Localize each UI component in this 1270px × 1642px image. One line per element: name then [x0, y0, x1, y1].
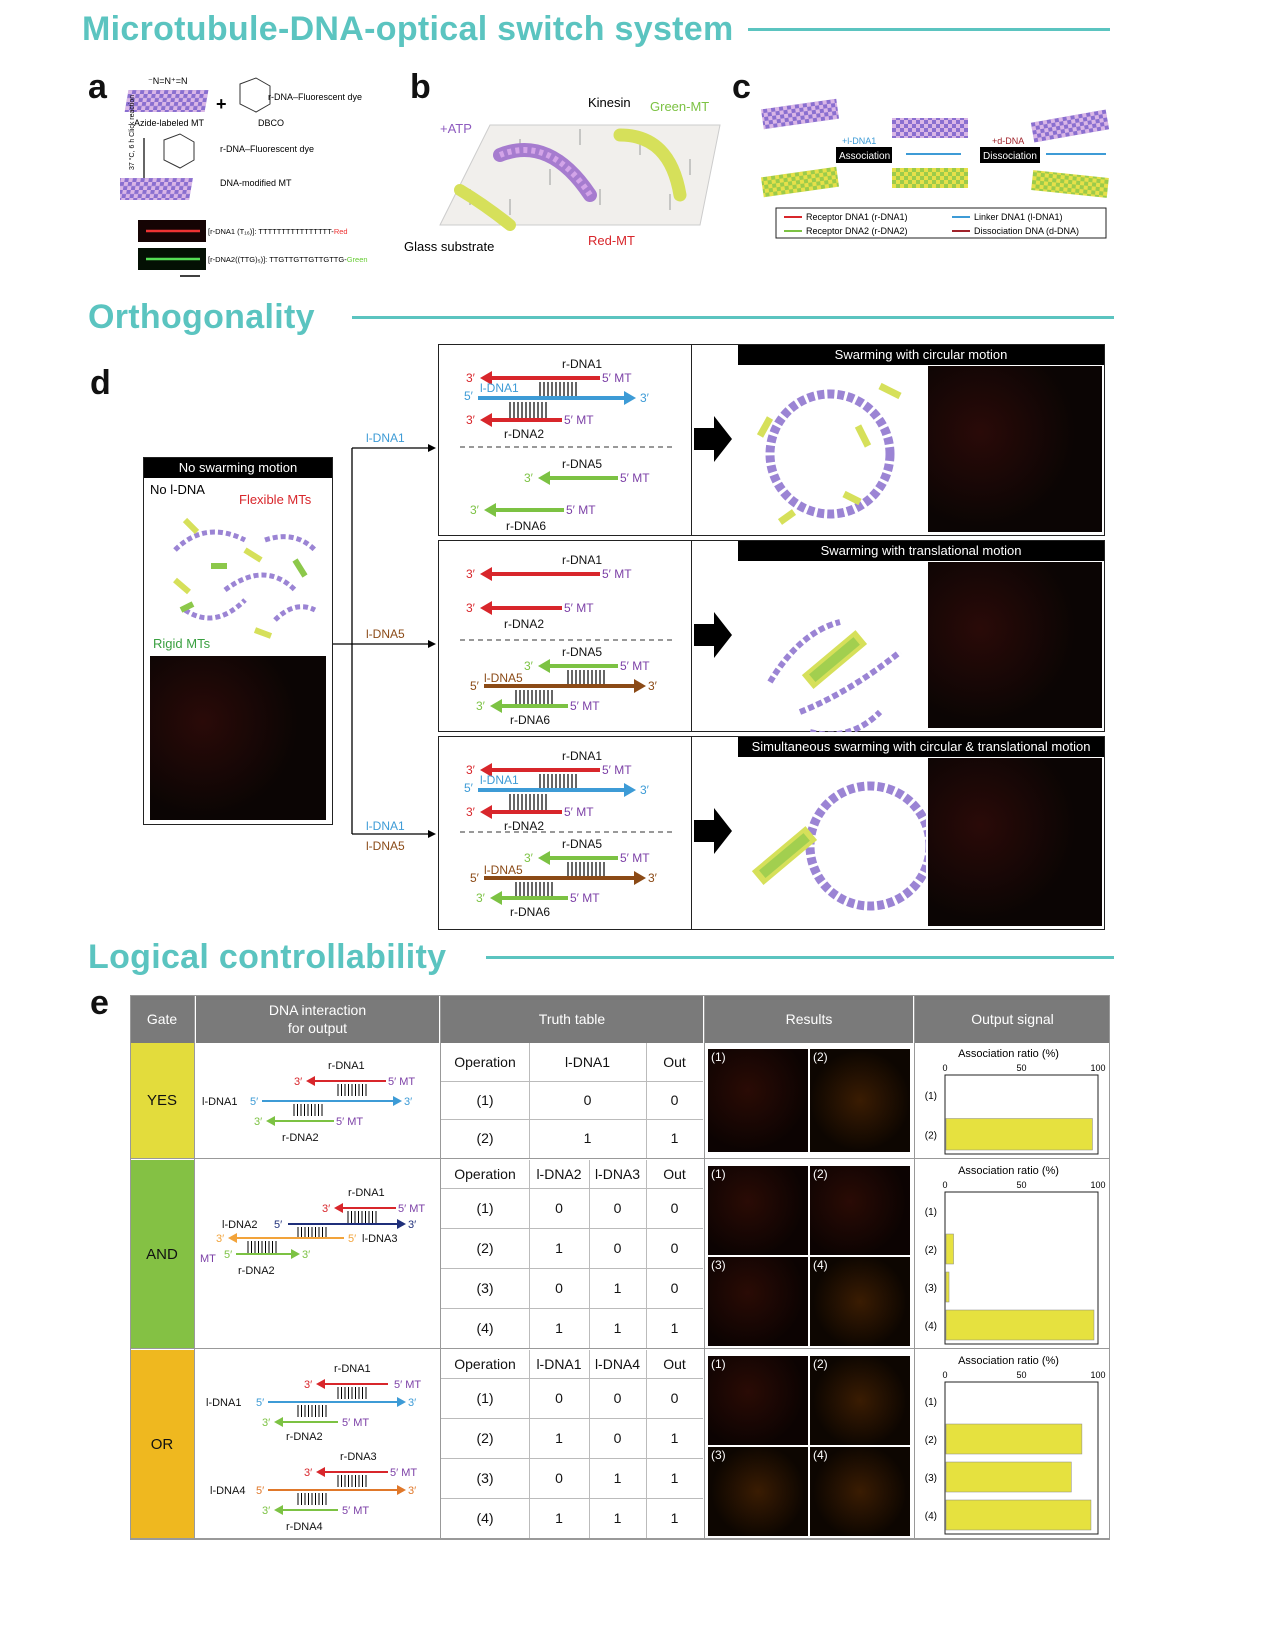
seq2-label: [r-DNA2((TTG)₅)]: TTGTTGTTGTTGTTG- [208, 255, 347, 264]
dna-label: 5′ [348, 1233, 357, 1245]
gate-cell: YES [130, 1043, 194, 1158]
chart-tick: 0 [942, 1370, 948, 1380]
section-rule [352, 316, 1114, 319]
dna-label: r-DNA2 [504, 617, 545, 631]
chart-category: (3) [924, 1473, 937, 1484]
legend-item: Receptor DNA2 (r-DNA2) [806, 226, 908, 236]
association-label: Association [839, 151, 891, 162]
section-title-logic: Logical controllability [88, 938, 447, 976]
truth-cell: 1 [555, 1320, 563, 1336]
rigid-mts-label: Rigid MTs [153, 636, 211, 651]
truth-cell: 0 [670, 1092, 679, 1108]
chart-tick: 50 [1016, 1180, 1027, 1190]
dna-label: r-DNA6 [510, 905, 551, 919]
header-interaction: DNA interaction for output [196, 995, 439, 1043]
dna-label: 5′ MT [388, 1076, 416, 1088]
dna-label: 5′ MT [564, 601, 594, 615]
truth-cell: (1) [476, 1200, 494, 1216]
azide-mt-shape [125, 90, 209, 112]
green-mt-shape [1031, 170, 1109, 198]
truth-cell: 1 [613, 1280, 622, 1296]
header-output: Output signal [915, 995, 1110, 1043]
svg-text:[r-DNA2((TTG)₅)]: TTGTTGTTGTTG [208, 255, 368, 264]
truth-cell: 0 [670, 1200, 679, 1216]
panel-a-chemistry [120, 70, 380, 280]
chart-tick: 50 [1016, 1063, 1027, 1073]
truth-cell: 0 [555, 1280, 563, 1296]
dna-label: 5′ MT [390, 1467, 418, 1479]
dna-label: 5′ [464, 781, 473, 795]
section-rule [486, 956, 1114, 959]
dna-label: l-DNA1 [206, 1397, 242, 1409]
dna-label: 3′ [640, 391, 649, 405]
row-title: Simultaneous swarming with circular & translational motion [738, 737, 1104, 757]
dna-label: 5′ MT [620, 659, 650, 673]
chart-category: (1) [924, 1207, 937, 1218]
no-swarm-title: No swarming motion [144, 458, 332, 478]
micrograph-label: (1) [711, 1357, 726, 1371]
azide-label: ⁻N=N⁺=N [148, 76, 188, 86]
panel-d-arrows [330, 430, 440, 850]
truth-cell: 1 [555, 1510, 563, 1526]
arrow-label: l-DNA1 [366, 431, 405, 445]
header-gate: Gate [130, 995, 194, 1043]
panel-label-b: b [410, 68, 431, 106]
dna-label: 3′ [404, 1096, 413, 1108]
truth-cell: (1) [476, 1390, 494, 1406]
truth-cell: 1 [670, 1320, 679, 1336]
dna-label: 5′ MT [564, 805, 594, 819]
chart-category: (4) [924, 1511, 937, 1522]
truth-cell: (2) [476, 1430, 494, 1446]
micrograph-label: (2) [813, 1050, 828, 1064]
dna-label: 3′ [640, 783, 649, 797]
truth-cell: (3) [476, 1280, 494, 1296]
dna-label: 5′ [274, 1219, 283, 1231]
dna-label: r-DNA2 [286, 1431, 323, 1443]
dbco-label: DBCO [258, 118, 285, 128]
chart-category: (2) [924, 1245, 937, 1256]
section-title-system: Microtubule-DNA-optical switch system [82, 10, 734, 48]
truth-cell: 1 [555, 1240, 563, 1256]
panel-label-e: e [90, 984, 109, 1022]
dna-label: r-DNA1 [562, 357, 603, 371]
dna-label: 3′ [466, 601, 475, 615]
dna-label: r-DNA6 [510, 713, 551, 727]
truth-col-header: Out [663, 1166, 686, 1182]
dna-label: l-DNA1 [202, 1096, 238, 1108]
chart-title: Association ratio (%) [958, 1355, 1059, 1367]
atp-label: +ATP [440, 121, 472, 136]
dna-label: 3′ [648, 679, 657, 693]
plus-l-dna1-label: +l-DNA1 [842, 136, 877, 146]
dna-label: 5′ MT [602, 567, 632, 581]
dna-label: 3′ [254, 1116, 263, 1128]
dna-label: 5′ MT [570, 891, 600, 905]
dna-label: l-DNA2 [222, 1219, 258, 1231]
plus-d-dna-label: +d-DNA [992, 136, 1025, 146]
truth-cell: 0 [613, 1200, 622, 1216]
truth-col-header: l-DNA1 [536, 1356, 582, 1372]
dna-label: l-DNA1 [480, 381, 519, 395]
micrograph-label: (2) [813, 1357, 828, 1371]
truth-col-header: Operation [454, 1166, 516, 1182]
panel-label-a: a [88, 68, 107, 106]
truth-col-header: l-DNA1 [564, 1054, 611, 1070]
chart-category: (4) [924, 1321, 937, 1332]
arrow-label: l-DNA1 [366, 819, 405, 833]
row-title: Swarming with circular motion [738, 345, 1104, 365]
dna-mt-label: DNA-modified MT [220, 178, 292, 188]
red-mt-label: Red-MT [588, 233, 635, 248]
arrow-label: l-DNA5 [366, 839, 405, 850]
seq1-label: [r-DNA1 (T₁₆)]: TTTTTTTTTTTTTTTT- [208, 227, 334, 236]
swarm-micrograph [928, 758, 1102, 926]
chart-category: (2) [924, 1435, 937, 1446]
dna-label: 5′ MT [336, 1116, 364, 1128]
red-mt-shape [1031, 110, 1109, 143]
chart-title: Association ratio (%) [958, 1048, 1059, 1060]
truth-col-header: Out [663, 1054, 686, 1070]
dna-label: 5′ MT [564, 413, 594, 427]
truth-cell: 1 [613, 1510, 622, 1526]
truth-col-header: Operation [454, 1356, 516, 1372]
truth-cell: 1 [670, 1130, 679, 1146]
dna-label: r-DNA4 [286, 1521, 323, 1533]
micrograph-label: (2) [813, 1167, 828, 1181]
dna-label: 5′ MT [602, 371, 632, 385]
truth-cell: 0 [613, 1430, 622, 1446]
green-mt-shape [892, 168, 968, 188]
truth-cell: (3) [476, 1470, 494, 1486]
legend-item: Linker DNA1 (l-DNA1) [974, 212, 1063, 222]
truth-cell: 1 [583, 1130, 592, 1146]
dna-config-diagram [440, 740, 690, 926]
truth-cell: 0 [555, 1470, 563, 1486]
dna-label: 5′ [250, 1096, 259, 1108]
dbco-ring-shape [240, 78, 270, 112]
truth-col-header: l-DNA4 [594, 1356, 641, 1372]
dna-label: 3′ [524, 851, 533, 865]
dna-label: l-DNA1 [480, 773, 519, 787]
dna-label: l-DNA5 [484, 671, 523, 685]
truth-cell: 1 [670, 1510, 679, 1526]
dna-label: 3′ [216, 1233, 225, 1245]
swarm-schematic [740, 562, 926, 732]
panel-c-switch [756, 92, 1116, 242]
azide-mt-label: Azide-labeled MT [134, 118, 205, 128]
dna-label: r-DNA1 [562, 749, 603, 763]
truth-col-header: Operation [454, 1054, 516, 1070]
micrograph-label: (1) [711, 1167, 726, 1181]
click-label: 37 °C, 6 h Click reaction [129, 94, 136, 170]
dna-label: MT [200, 1253, 216, 1265]
dna-label: r-DNA2 [238, 1265, 275, 1277]
red-mt-shape [892, 118, 968, 138]
dna-label: r-DNA2 [504, 819, 545, 833]
dna-label: 3′ [466, 763, 475, 777]
truth-cell: 1 [555, 1430, 563, 1446]
truth-cell: 0 [670, 1390, 679, 1406]
legend-item: Receptor DNA1 (r-DNA1) [806, 212, 908, 222]
seq2-color: Green [346, 255, 368, 264]
result-arrow-icon [694, 612, 734, 658]
dna-label: 5′ MT [620, 471, 650, 485]
dna-label: 5′ [256, 1485, 265, 1497]
dna-label: 5′ MT [398, 1203, 426, 1215]
chart-category: (1) [924, 1397, 937, 1408]
dna-label: 3′ [262, 1505, 271, 1517]
dna-label: 3′ [466, 567, 475, 581]
chart-tick: 100 [1090, 1370, 1106, 1380]
truth-cell: 0 [670, 1240, 679, 1256]
dna-label: 5′ [470, 679, 479, 693]
truth-cell: 1 [613, 1320, 622, 1336]
chart-category: (1) [924, 1090, 937, 1102]
dna-label: 5′ MT [566, 503, 596, 517]
dna-label: 5′ [470, 871, 479, 885]
green-mt-shape [761, 167, 839, 197]
no-l-dna-label: No l-DNA [150, 482, 205, 497]
dna-label: 3′ [294, 1076, 303, 1088]
panel-label-c: c [732, 68, 751, 106]
green-mt-label: Green-MT [650, 99, 710, 114]
row-title: Swarming with translational motion [738, 541, 1104, 561]
dna-label: 3′ [408, 1485, 417, 1497]
chart-tick: 0 [942, 1063, 948, 1073]
truth-cell: 0 [613, 1240, 622, 1256]
table-frame [130, 995, 1110, 1540]
dna-label: 3′ [304, 1379, 313, 1391]
dna-dye-label: r-DNA–Fluorescent dye [268, 92, 363, 102]
no-swarm-schematic [145, 480, 331, 655]
dna-label: r-DNA6 [506, 519, 547, 533]
triazole-shape [164, 134, 194, 168]
swarm-schematic [740, 366, 926, 536]
dna-dye-label-2: r-DNA–Fluorescent dye [220, 144, 315, 154]
dna-label: r-DNA5 [562, 645, 603, 659]
dna-label: 5′ [464, 389, 473, 403]
truth-col-header: Out [663, 1356, 686, 1372]
truth-cell: 0 [583, 1092, 592, 1108]
panel-b-gliding-assay [400, 85, 730, 265]
dna-label: 3′ [466, 413, 475, 427]
dna-label: 3′ [476, 891, 485, 905]
dna-label: 5′ MT [394, 1379, 422, 1391]
dna-label: l-DNA3 [362, 1233, 398, 1245]
dna-label: 3′ [524, 659, 533, 673]
dna-label: r-DNA5 [562, 457, 603, 471]
chart-tick: 100 [1090, 1063, 1106, 1073]
dna-label: 5′ [256, 1397, 265, 1409]
dna-config-diagram [440, 544, 690, 730]
dna-label: 5′ MT [342, 1417, 370, 1429]
dna-label: 3′ [476, 699, 485, 713]
dna-label: l-DNA5 [484, 863, 523, 877]
kinesin-label: Kinesin [588, 95, 631, 110]
dna-label: 3′ [466, 805, 475, 819]
dna-label: 3′ [322, 1203, 331, 1215]
dissociation-label: Dissociation [983, 151, 1037, 162]
truth-cell: 1 [670, 1430, 679, 1446]
gate-cell: OR [130, 1350, 194, 1538]
chart-tick: 0 [942, 1180, 948, 1190]
panel-label-d: d [90, 364, 111, 402]
dna-label: 3′ [302, 1249, 311, 1261]
header-results: Results [705, 995, 913, 1043]
dna-config-diagram [440, 348, 690, 534]
truth-cell: 0 [555, 1390, 563, 1406]
truth-cell: (1) [476, 1092, 494, 1108]
truth-cell: (4) [476, 1510, 494, 1526]
micrograph-label: (4) [813, 1448, 828, 1462]
micrograph-label: (1) [711, 1050, 726, 1064]
header-truth: Truth table [441, 995, 703, 1043]
chart-title: Association ratio (%) [958, 1165, 1059, 1177]
dna-label: 5′ MT [570, 699, 600, 713]
truth-cell: 0 [670, 1280, 679, 1296]
dna-label: 3′ [466, 371, 475, 385]
dna-label: 5′ MT [342, 1505, 370, 1517]
plus-sign: + [216, 94, 227, 114]
truth-cell: 1 [613, 1470, 622, 1486]
dna-label: r-DNA1 [348, 1187, 385, 1199]
dna-label: r-DNA3 [340, 1451, 377, 1463]
swarm-micrograph [928, 562, 1102, 728]
dna-label: r-DNA1 [334, 1363, 371, 1375]
dna-label: l-DNA4 [210, 1485, 246, 1497]
swarm-micrograph [928, 366, 1102, 532]
truth-cell: (2) [476, 1130, 494, 1146]
truth-cell: (4) [476, 1320, 494, 1336]
dna-label: 3′ [304, 1467, 313, 1479]
chart-category: (3) [924, 1283, 937, 1294]
dna-label: 3′ [408, 1219, 417, 1231]
truth-col-header: l-DNA3 [594, 1166, 641, 1182]
dna-label: 5′ [224, 1249, 233, 1261]
swarm-schematic [740, 758, 926, 928]
dna-label: 3′ [648, 871, 657, 885]
flexible-mts-label: Flexible MTs [239, 492, 312, 507]
dna-label: r-DNA1 [562, 553, 603, 567]
result-arrow-icon [694, 808, 734, 854]
dna-label: r-DNA2 [504, 427, 545, 441]
dna-label: 5′ MT [602, 763, 632, 777]
micrograph-label: (3) [711, 1258, 726, 1272]
dna-label: 3′ [470, 503, 479, 517]
section-rule [748, 28, 1110, 31]
dna-label: r-DNA1 [328, 1060, 365, 1072]
red-mt-shape [761, 99, 839, 129]
arrow-label: l-DNA5 [366, 627, 405, 641]
micrograph-label: (3) [711, 1448, 726, 1462]
legend-item: Dissociation DNA (d-DNA) [974, 226, 1080, 236]
dna-label: 3′ [524, 471, 533, 485]
truth-cell: 0 [555, 1200, 563, 1216]
dna-label: r-DNA2 [282, 1132, 319, 1144]
no-swarm-micrograph [150, 656, 326, 820]
truth-cell: (2) [476, 1240, 494, 1256]
truth-col-header: l-DNA2 [536, 1166, 582, 1182]
dna-label: 3′ [262, 1417, 271, 1429]
section-title-orthogonality: Orthogonality [88, 298, 315, 336]
dna-label: r-DNA5 [562, 837, 603, 851]
truth-cell: 1 [670, 1470, 679, 1486]
chart-tick: 100 [1090, 1180, 1106, 1190]
micrograph-label: (4) [813, 1258, 828, 1272]
svg-text:[r-DNA1 (T₁₆)]: TTTTTTTTTTTTTT [208, 227, 348, 236]
dna-label: 5′ MT [620, 851, 650, 865]
chart-category: (2) [924, 1130, 937, 1142]
gate-cell: AND [130, 1160, 194, 1348]
seq1-color: Red [333, 227, 348, 236]
chart-tick: 50 [1016, 1370, 1027, 1380]
dna-label: 3′ [408, 1397, 417, 1409]
dna-mt-shape [120, 178, 193, 200]
truth-cell: 0 [613, 1390, 622, 1406]
result-arrow-icon [694, 416, 734, 462]
glass-label: Glass substrate [404, 239, 495, 254]
